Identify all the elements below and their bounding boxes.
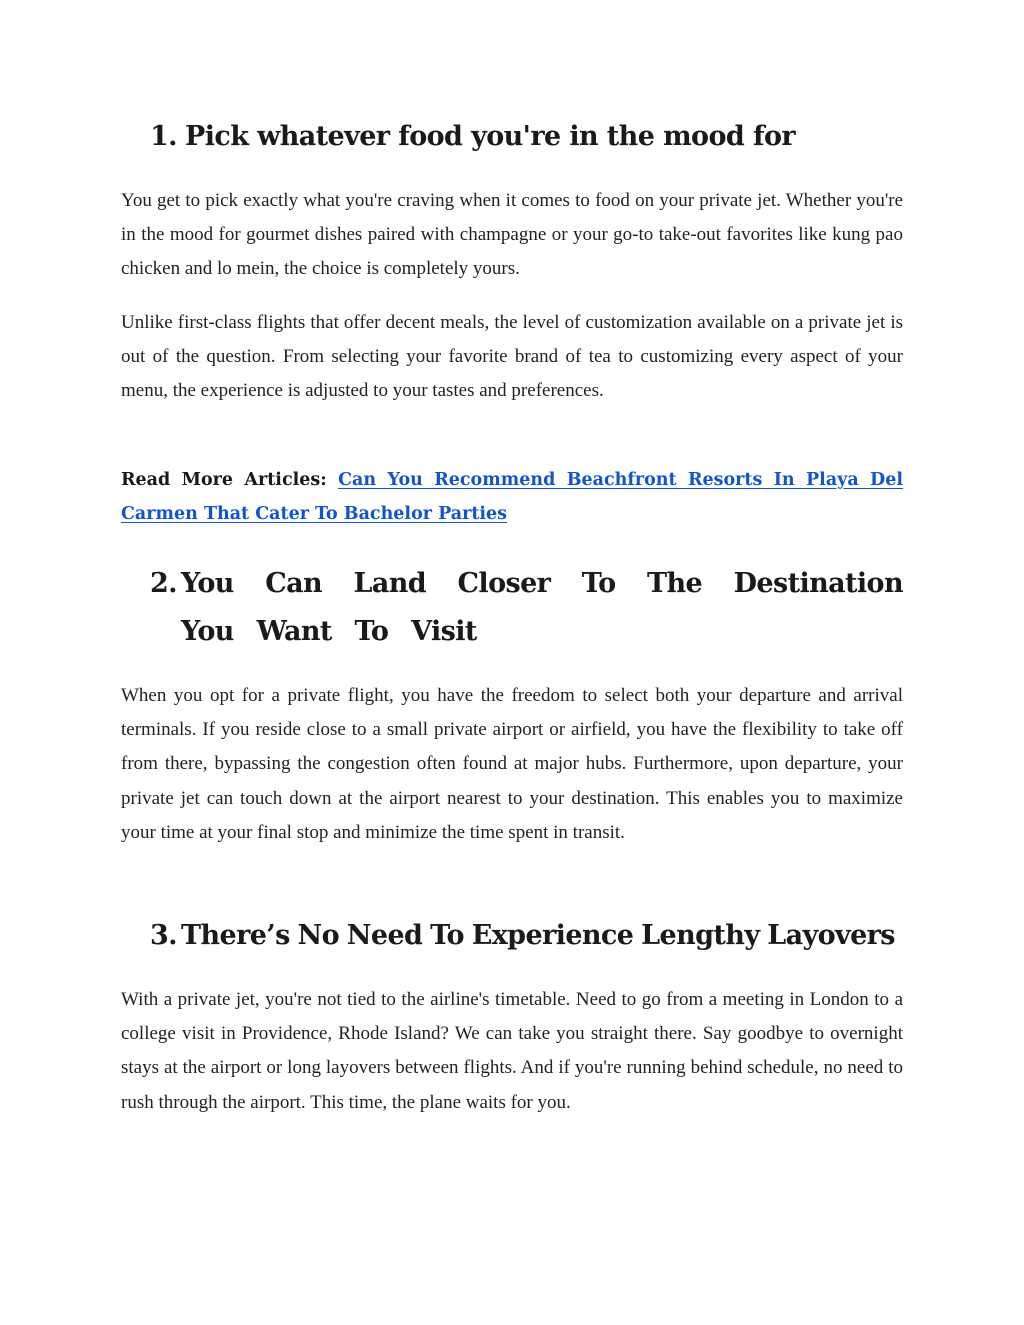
section-1-title: Pick whatever food you're in the mood for [185, 121, 796, 152]
section-2-number: 2. [150, 568, 177, 599]
section-1-paragraph-2: Unlike first-class flights that offer decent meals, the level of customization available on a private jet is out of the question. From selecting your favorite brand of tea to customizing every aspect of your menu, the experience is adjusted to your tastes and preferences. [121, 312, 903, 402]
section-1-heading [150, 113, 795, 161]
read-more-line [121, 463, 903, 531]
section-2-paragraph-1: When you opt for a private flight, you have the freedom to select both your departure and arrival terminals. If you reside close to a small private airport or airfield, you have the flexibility to take off from there, bypassing the congestion often found at major hubs. Furthermore, upon departure, your private jet can touch down at the airport nearest to your destination. This enables you to maximize your time at your final stop and minimize the time spent in transit. [121, 685, 903, 843]
section-1-number: 1. [150, 121, 177, 152]
section-3-heading [150, 912, 903, 960]
section-3-number: 3. [150, 920, 177, 951]
section-3-title: There’s No Need To Experience Lengthy Layovers [181, 920, 895, 951]
section-2-title: You Can Land Closer To The Destination You Want To Visit [181, 568, 903, 647]
section-2-heading [150, 560, 903, 656]
section-1-paragraph-1: You get to pick exactly what you're craving when it comes to food on your private jet. Whether you're in the mood for gourmet dishes paired with champagne or your go-to take-out favorites like kung pao chicken and lo mein, the choice is completely yours. [121, 190, 903, 280]
read-more-link[interactable]: Can You Recommend Beachfront Resorts In Playa Del Carmen That Cater To Bachelor Parties [121, 470, 904, 525]
read-more-label: Read More Articles: [121, 470, 327, 490]
section-3-paragraph-1: With a private jet, you're not tied to the airline's timetable. Need to go from a meeting in London to a college visit in Providence, Rhode Island? We can take you straight there. Say goodbye to overnight stays at the airport or long layovers between flights. And if you're running behind schedule, no need to rush through the airport. This time, the plane waits for you. [121, 989, 903, 1113]
